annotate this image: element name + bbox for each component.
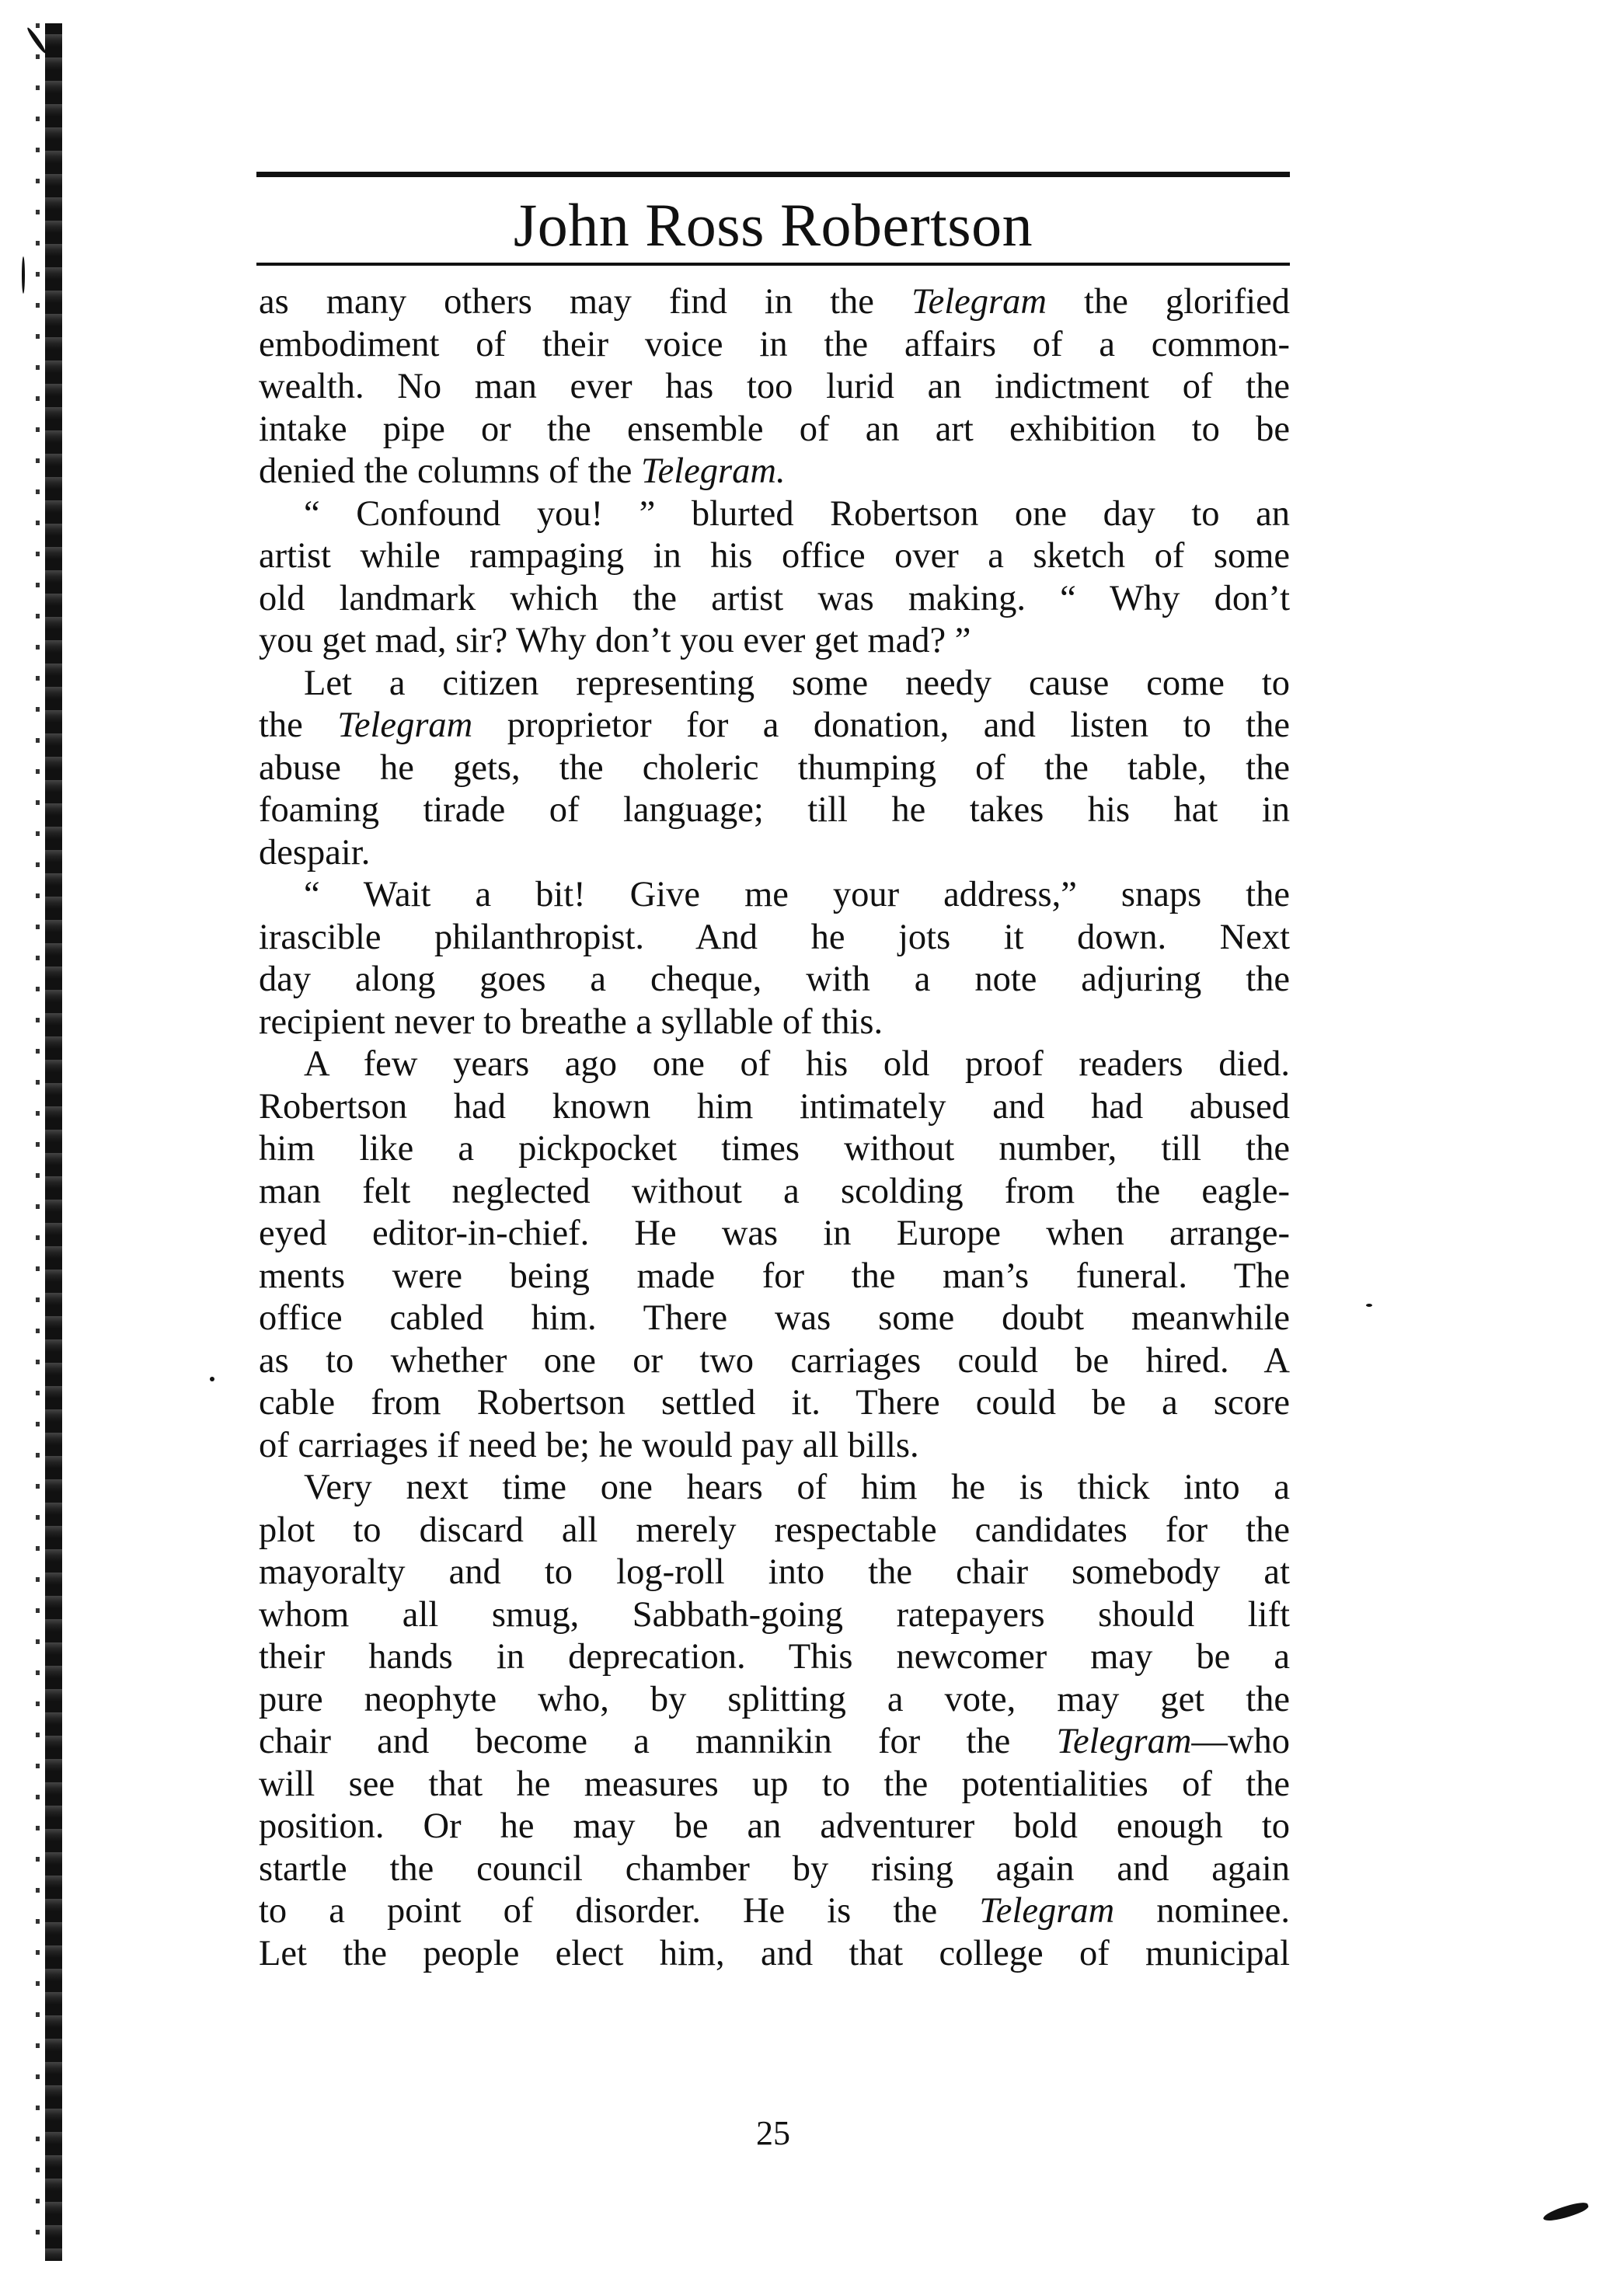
text-run: mayoralty and to log-roll into the chair somebody at <box>259 1552 1290 1592</box>
italic-title: Telegram <box>911 282 1047 322</box>
text-run: ments were being made for the man’s funeral. The <box>259 1256 1290 1296</box>
text-line <box>259 874 1290 917</box>
text-line <box>259 1128 1290 1171</box>
header-rule-bottom <box>256 263 1290 266</box>
text-line <box>259 1848 1290 1891</box>
text-line <box>259 1256 1290 1298</box>
text-line <box>259 1552 1290 1594</box>
italic-title: Telegram. <box>641 451 786 491</box>
text-line <box>259 409 1290 451</box>
text-run: “ Confound you! ” blurted Robertson one day to an <box>304 493 1290 534</box>
text-run: plot to discard all merely respectable candidates for the <box>259 1510 1290 1550</box>
text-run: denied the columns of the <box>259 451 641 491</box>
text-line <box>259 1636 1290 1679</box>
text-line <box>259 789 1290 832</box>
text-run: startle the council chamber by rising again and again <box>259 1848 1290 1889</box>
text-run: cable from Robertson settled it. There could be a score <box>259 1383 1290 1423</box>
header-rule-top <box>256 172 1290 177</box>
text-run: you get mad, sir? Why don’t you ever get mad? ” <box>259 621 971 660</box>
text-run: chair and become a mannikin for the <box>259 1722 1057 1761</box>
text-line <box>259 1594 1290 1637</box>
text-run: Let a citizen representing some needy cause come to <box>304 663 1290 703</box>
text-run: him like a pickpocket times without number, till the <box>259 1129 1290 1169</box>
scan-speck <box>1366 1304 1372 1307</box>
text-line <box>259 1890 1290 1933</box>
text-line <box>259 1297 1290 1340</box>
text-line <box>259 578 1290 621</box>
text-line <box>259 1425 1290 1468</box>
text-run: as many others may find in the <box>259 282 911 322</box>
text-run: pure neophyte who, by splitting a vote, may get the <box>259 1679 1290 1719</box>
text-run: intake pipe or the ensemble of an art exhibition to be <box>259 409 1290 449</box>
text-line <box>259 1043 1290 1086</box>
text-run: whom all smug, Sabbath-going ratepayers should lift <box>259 1594 1290 1635</box>
text-run: artist while rampaging in his office over a sketch of some <box>259 536 1290 576</box>
text-line <box>259 1933 1290 1976</box>
text-run: “ Wait a bit! Give me your address,” snaps the <box>304 875 1290 914</box>
text-run: as to whether one or two carriages could be hired. A <box>259 1340 1290 1381</box>
text-line <box>259 451 1290 493</box>
text-line <box>259 1467 1290 1510</box>
body-text <box>259 281 1290 1975</box>
text-line <box>259 1382 1290 1425</box>
text-line <box>259 959 1290 1001</box>
binding-edge-shadow <box>45 23 62 2261</box>
pen-mark <box>1542 2200 1589 2224</box>
text-line <box>259 1806 1290 1848</box>
text-run: recipient never to breathe a syllable of this. <box>259 1001 883 1042</box>
text-run: Very next time one hears of him he is thick into a <box>304 1468 1290 1507</box>
scan-speck <box>210 1377 214 1381</box>
text-run: of carriages if need be; he would pay all bills. <box>259 1425 919 1465</box>
text-run: will see that he measures up to the potentialities of the <box>259 1764 1290 1804</box>
text-line <box>259 281 1290 324</box>
text-run: man felt neglected without a scolding from the eagle- <box>259 1171 1290 1211</box>
text-run: the glorified <box>1046 282 1290 322</box>
text-run: old landmark which the artist was making. “ Why don’t <box>259 578 1290 618</box>
text-run: foaming tirade of language; till he takes his hat in <box>259 790 1290 830</box>
text-run: their hands in deprecation. This newcomer may be a <box>259 1637 1290 1677</box>
text-line <box>259 832 1290 875</box>
text-run: eyed editor-in-chief. He was in Europe when arrange- <box>259 1214 1290 1253</box>
text-run: to a point of disorder. He is the <box>259 1891 980 1931</box>
text-run: Let the people elect him, and that college of municipal <box>259 1933 1290 1973</box>
text-line <box>259 747 1290 790</box>
text-line <box>259 1001 1290 1044</box>
text-run: day along goes a cheque, with a note adjuring the <box>259 960 1290 999</box>
text-line <box>259 1764 1290 1806</box>
text-line <box>259 705 1290 747</box>
text-line <box>259 1679 1290 1722</box>
text-run: embodiment of their voice in the affairs of a common- <box>259 324 1290 364</box>
text-line <box>259 324 1290 367</box>
text-run: A few years ago one of his old proof readers died. <box>304 1044 1290 1084</box>
text-line <box>259 1721 1290 1764</box>
text-line <box>259 917 1290 960</box>
text-run: —who <box>1191 1722 1290 1761</box>
text-line <box>259 366 1290 409</box>
text-line <box>259 663 1290 705</box>
text-line <box>259 620 1290 663</box>
text-run: Robertson had known him intimately and had abused <box>259 1086 1290 1127</box>
text-line <box>259 1510 1290 1552</box>
text-run: wealth. No man ever has too lurid an indictment of the <box>259 367 1290 406</box>
text-line <box>259 1340 1290 1383</box>
text-line <box>259 493 1290 536</box>
text-run: the <box>259 705 338 745</box>
text-line <box>259 1086 1290 1129</box>
italic-title: Telegram <box>337 705 473 745</box>
text-line <box>259 535 1290 578</box>
text-run: office cabled him. There was some doubt meanwhile <box>259 1298 1290 1338</box>
binding-edge-mark <box>36 23 40 2261</box>
text-run: proprietor for a donation, and listen to the <box>472 705 1290 745</box>
text-run: abuse he gets, the choleric thumping of the table, the <box>259 747 1290 788</box>
text-line <box>259 1213 1290 1256</box>
page-number: 25 <box>756 2114 790 2152</box>
text-run: despair. <box>259 832 371 873</box>
scan-speck <box>22 256 25 294</box>
text-run: position. Or he may be an adventurer bold enough to <box>259 1806 1290 1846</box>
text-line <box>259 1171 1290 1214</box>
italic-title: Telegram <box>979 1891 1115 1931</box>
text-run: irascible philanthropist. And he jots it down. Next <box>259 917 1290 957</box>
italic-title: Telegram <box>1056 1722 1192 1761</box>
text-run: nominee. <box>1114 1891 1291 1931</box>
running-head-title: John Ross Robertson <box>513 191 1033 259</box>
